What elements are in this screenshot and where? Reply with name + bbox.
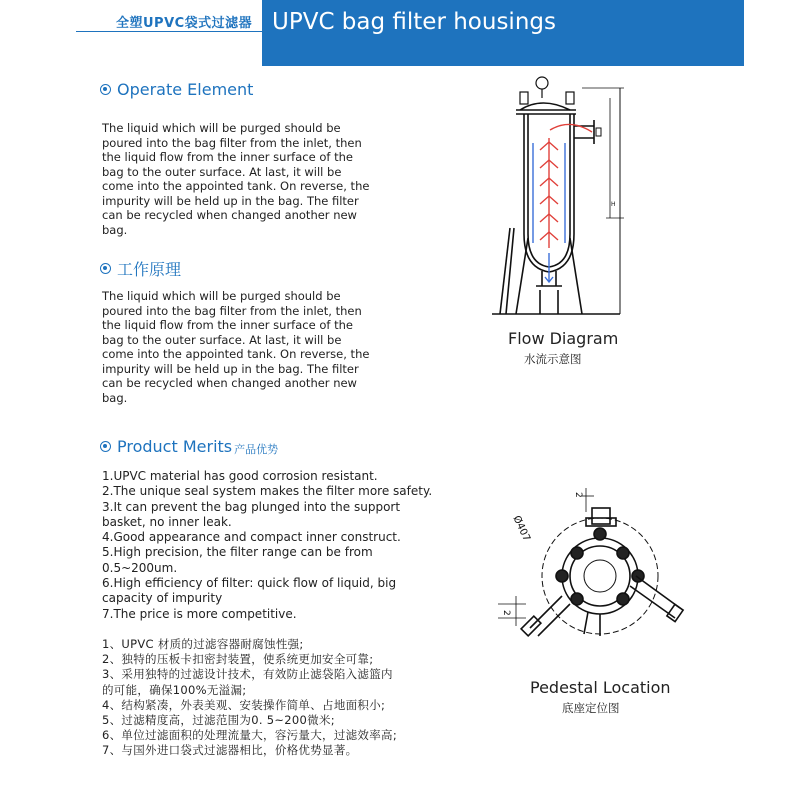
operate-line: impurity will be held up in the bag. The filter xyxy=(102,193,359,208)
principle-heading xyxy=(100,257,181,280)
flow-caption-en: Flow Diagram xyxy=(508,329,619,348)
merit-item: 1.UPVC material has good corrosion resistant. xyxy=(102,469,378,483)
merit-item: 3.It can prevent the bag plunged into the support xyxy=(102,499,401,514)
merit-item: basket, no inner leak. xyxy=(102,514,232,529)
operate-line: the liquid flow from the inner surface of the xyxy=(102,150,353,164)
merits-heading xyxy=(100,437,278,456)
operate-line: The liquid which will be purged should be xyxy=(102,121,341,135)
pedestal-dim-top: 2 xyxy=(573,492,583,498)
principle-line: impurity will be held up in the bag. The filter xyxy=(102,361,359,376)
operate-paragraph xyxy=(102,121,369,237)
merit-item: 5.High precision, the filter range can be from xyxy=(102,545,373,560)
principle-line: bag to the outer surface. At last, it will be xyxy=(102,332,342,347)
principle-paragraph xyxy=(102,289,369,405)
principle-line: the liquid flow from the inner surface of the xyxy=(102,318,353,332)
operate-heading xyxy=(100,80,253,99)
pedestal-dim-diameter: Ø407 xyxy=(510,514,532,544)
merit-item-cn: 5、过滤精度高，过滤范围为0. 5~200微米; xyxy=(102,713,335,728)
pedestal-diagram xyxy=(490,478,690,668)
flow-caption-cn: 水流示意图 xyxy=(524,352,582,366)
operate-line: come into the appointed tank. On reverse, the xyxy=(102,179,370,193)
merit-item: 0.5~200um. xyxy=(102,560,178,575)
principle-heading-text: 工作原理 xyxy=(117,260,182,279)
merits-heading-text: Product Merits xyxy=(117,437,233,456)
merit-item: 4.Good appearance and compact inner construct. xyxy=(102,530,401,545)
principle-line: come into the appointed tank. On reverse, the xyxy=(102,347,370,361)
principle-line: can be recycled when changed another new xyxy=(102,376,357,390)
merit-item-cn: 6、单位过滤面积的处理流量大，容污量大，过滤效率高; xyxy=(102,728,397,743)
principle-line: The liquid which will be purged should be xyxy=(102,289,341,303)
merit-item: capacity of impurity xyxy=(102,591,223,606)
header-title-cn: 全塑UPVC袋式过滤器 xyxy=(116,16,253,31)
operate-line: bag to the outer surface. At last, it will be xyxy=(102,164,342,179)
operate-line: bag. xyxy=(102,222,128,237)
flow-diagram xyxy=(470,68,650,326)
operate-heading-text: Operate Element xyxy=(117,80,254,99)
merit-item-cn: 3、采用独特的过滤设计技术，有效防止滤袋陷入滤篮内 xyxy=(102,667,393,682)
operate-line: can be recycled when changed another new xyxy=(102,208,357,222)
pedestal-dim-left: 2 xyxy=(501,610,511,616)
merits-list-cn xyxy=(102,637,397,759)
pedestal-caption-en: Pedestal Location xyxy=(530,678,671,697)
merits-list-en xyxy=(102,469,432,622)
flow-dim-label: H xyxy=(611,201,616,208)
merit-item: 2.The unique seal system makes the filter more safety. xyxy=(102,484,433,499)
operate-line: poured into the bag filter from the inlet, then xyxy=(102,135,362,150)
merit-item: 7.The price is more competitive. xyxy=(102,606,297,621)
merit-item-cn: 1、UPVC 材质的过滤容器耐腐蚀性强; xyxy=(102,637,304,651)
bullet-icon xyxy=(100,263,111,274)
merit-item-cn: 4、结构紧凑，外表美观、安装操作简单、占地面积小; xyxy=(102,697,386,712)
header-divider xyxy=(76,31,262,32)
principle-line: bag. xyxy=(102,390,128,405)
principle-line: poured into the bag filter from the inlet, then xyxy=(102,303,362,318)
pedestal-caption-cn: 底座定位图 xyxy=(562,701,620,715)
merit-item-cn: 7、与国外进口袋式过滤器相比，价格优势显著。 xyxy=(102,743,358,758)
merits-heading-cn: 产品优势 xyxy=(234,442,279,456)
merit-item-cn: 的可能，确保100%无溢漏; xyxy=(102,682,247,697)
merit-item: 6.High efficiency of filter: quick flow of liquid, big xyxy=(102,576,397,591)
bullet-icon xyxy=(100,84,111,95)
header-title-en: UPVC bag filter housings xyxy=(272,9,556,35)
merit-item-cn: 2、独特的压板卡扣密封装置，使系统更加安全可靠; xyxy=(102,652,374,667)
bullet-icon xyxy=(100,441,111,452)
